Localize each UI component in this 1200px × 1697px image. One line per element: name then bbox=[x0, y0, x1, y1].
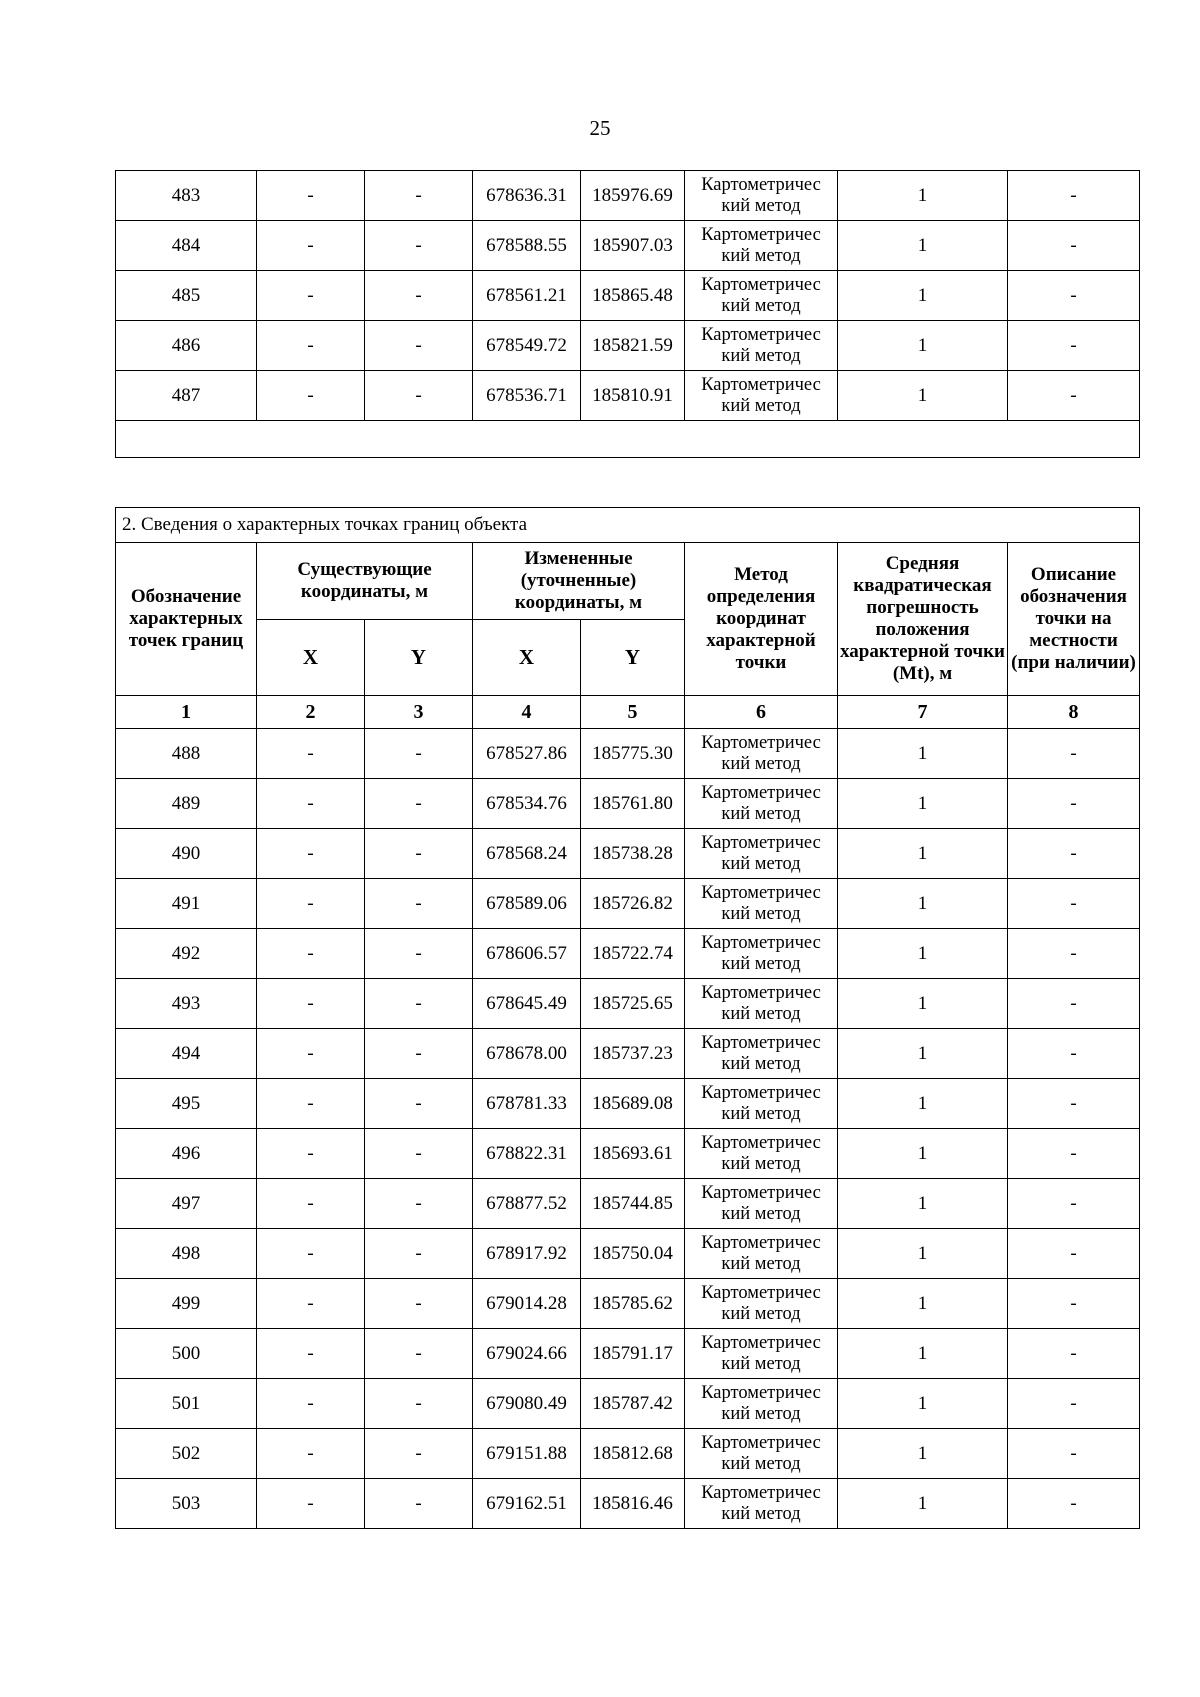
accuracy-cell: 1 bbox=[838, 1179, 1008, 1229]
changed-x-cell: 678877.52 bbox=[473, 1179, 581, 1229]
accuracy-cell: 1 bbox=[838, 1079, 1008, 1129]
changed-y-cell: 185775.30 bbox=[581, 729, 685, 779]
method-line-2: кий метод bbox=[721, 1203, 801, 1224]
changed-y-cell: 185693.61 bbox=[581, 1129, 685, 1179]
existing-y-cell: - bbox=[365, 779, 473, 829]
accuracy-cell: 1 bbox=[838, 779, 1008, 829]
existing-y-cell: - bbox=[365, 271, 473, 321]
existing-y-cell: - bbox=[365, 929, 473, 979]
existing-x-cell: - bbox=[257, 1179, 365, 1229]
point-cell: 490 bbox=[116, 829, 257, 879]
description-cell: - bbox=[1008, 1329, 1140, 1379]
existing-x-cell: - bbox=[257, 1329, 365, 1379]
method-line-1: Картометричес bbox=[701, 883, 821, 904]
method-line-1: Картометричес bbox=[701, 833, 821, 854]
column-number: 7 bbox=[838, 696, 1008, 729]
accuracy-cell: 1 bbox=[838, 929, 1008, 979]
description-cell: - bbox=[1008, 829, 1140, 879]
table-row bbox=[116, 1329, 1140, 1379]
changed-y-cell: 185821.59 bbox=[581, 321, 685, 371]
changed-x-cell: 679151.88 bbox=[473, 1429, 581, 1479]
header-existing-y: Y bbox=[365, 620, 473, 696]
description-cell: - bbox=[1008, 1129, 1140, 1179]
existing-y-cell: - bbox=[365, 1379, 473, 1429]
changed-y-cell: 185816.46 bbox=[581, 1479, 685, 1529]
column-number: 6 bbox=[685, 696, 838, 729]
method-cell bbox=[685, 221, 838, 271]
method-line-2: кий метод bbox=[721, 1303, 801, 1324]
existing-y-cell: - bbox=[365, 1129, 473, 1179]
method-line-1: Картометричес bbox=[701, 1183, 821, 1204]
existing-y-cell: - bbox=[365, 879, 473, 929]
description-cell: - bbox=[1008, 729, 1140, 779]
method-cell bbox=[685, 1279, 838, 1329]
table-row bbox=[116, 171, 1140, 221]
existing-y-cell: - bbox=[365, 1429, 473, 1479]
existing-x-cell: - bbox=[257, 879, 365, 929]
table-row bbox=[116, 1129, 1140, 1179]
existing-x-cell: - bbox=[257, 979, 365, 1029]
point-cell: 500 bbox=[116, 1329, 257, 1379]
point-cell: 501 bbox=[116, 1379, 257, 1429]
method-line-1: Картометричес bbox=[701, 933, 821, 954]
description-cell: - bbox=[1008, 1079, 1140, 1129]
changed-y-cell: 185761.80 bbox=[581, 779, 685, 829]
changed-x-cell: 678588.55 bbox=[473, 221, 581, 271]
method-cell bbox=[685, 729, 838, 779]
point-cell: 484 bbox=[116, 221, 257, 271]
method-line-1: Картометричес bbox=[701, 983, 821, 1004]
method-cell bbox=[685, 1079, 838, 1129]
existing-x-cell: - bbox=[257, 321, 365, 371]
existing-y-cell: - bbox=[365, 729, 473, 779]
method-cell bbox=[685, 1229, 838, 1279]
method-line-2: кий метод bbox=[721, 1153, 801, 1174]
accuracy-cell: 1 bbox=[838, 1429, 1008, 1479]
method-line-1: Картометричес bbox=[701, 1383, 821, 1404]
existing-y-cell: - bbox=[365, 979, 473, 1029]
existing-y-cell: - bbox=[365, 1179, 473, 1229]
description-cell: - bbox=[1008, 1179, 1140, 1229]
changed-x-cell: 679162.51 bbox=[473, 1479, 581, 1529]
changed-y-cell: 185689.08 bbox=[581, 1079, 685, 1129]
accuracy-cell: 1 bbox=[838, 321, 1008, 371]
existing-y-cell: - bbox=[365, 1029, 473, 1079]
accuracy-cell: 1 bbox=[838, 1129, 1008, 1179]
column-number: 4 bbox=[473, 696, 581, 729]
accuracy-cell: 1 bbox=[838, 171, 1008, 221]
existing-y-cell: - bbox=[365, 1329, 473, 1379]
description-cell: - bbox=[1008, 1379, 1140, 1429]
method-cell bbox=[685, 1329, 838, 1379]
method-line-2: кий метод bbox=[721, 345, 801, 366]
point-cell: 487 bbox=[116, 371, 257, 421]
method-line-1: Картометричес bbox=[701, 733, 821, 754]
method-line-2: кий метод bbox=[721, 1053, 801, 1074]
existing-x-cell: - bbox=[257, 1479, 365, 1529]
table-row bbox=[116, 371, 1140, 421]
method-line-1: Картометричес bbox=[701, 1233, 821, 1254]
changed-x-cell: 678589.06 bbox=[473, 879, 581, 929]
existing-x-cell: - bbox=[257, 271, 365, 321]
description-cell: - bbox=[1008, 221, 1140, 271]
method-cell bbox=[685, 171, 838, 221]
column-number: 8 bbox=[1008, 696, 1140, 729]
method-line-1: Картометричес bbox=[701, 1083, 821, 1104]
accuracy-cell: 1 bbox=[838, 221, 1008, 271]
method-line-2: кий метод bbox=[721, 1403, 801, 1424]
method-cell bbox=[685, 979, 838, 1029]
changed-x-cell: 678645.49 bbox=[473, 979, 581, 1029]
existing-x-cell: - bbox=[257, 1279, 365, 1329]
existing-x-cell: - bbox=[257, 1079, 365, 1129]
description-cell: - bbox=[1008, 1479, 1140, 1529]
method-cell bbox=[685, 1379, 838, 1429]
accuracy-cell: 1 bbox=[838, 879, 1008, 929]
table-row bbox=[116, 1429, 1140, 1479]
description-cell: - bbox=[1008, 321, 1140, 371]
point-cell: 489 bbox=[116, 779, 257, 829]
changed-y-cell: 185812.68 bbox=[581, 1429, 685, 1479]
method-line-2: кий метод bbox=[721, 1353, 801, 1374]
method-line-1: Картометричес bbox=[701, 783, 821, 804]
changed-x-cell: 679014.28 bbox=[473, 1279, 581, 1329]
method-cell bbox=[685, 929, 838, 979]
point-cell: 497 bbox=[116, 1179, 257, 1229]
changed-y-cell: 185744.85 bbox=[581, 1179, 685, 1229]
changed-y-cell: 185907.03 bbox=[581, 221, 685, 271]
header-changed-y: Y bbox=[581, 620, 685, 696]
column-number: 5 bbox=[581, 696, 685, 729]
method-cell bbox=[685, 321, 838, 371]
existing-x-cell: - bbox=[257, 929, 365, 979]
table-row bbox=[116, 1229, 1140, 1279]
table-row bbox=[116, 1479, 1140, 1529]
point-cell: 496 bbox=[116, 1129, 257, 1179]
changed-y-cell: 185787.42 bbox=[581, 1379, 685, 1429]
method-line-1: Картометричес bbox=[701, 225, 821, 246]
method-cell bbox=[685, 779, 838, 829]
existing-x-cell: - bbox=[257, 221, 365, 271]
point-cell: 483 bbox=[116, 171, 257, 221]
changed-x-cell: 679080.49 bbox=[473, 1379, 581, 1429]
changed-y-cell: 185737.23 bbox=[581, 1029, 685, 1079]
changed-x-cell: 678606.57 bbox=[473, 929, 581, 979]
page-number: 25 bbox=[589, 116, 611, 140]
existing-x-cell: - bbox=[257, 1129, 365, 1179]
method-cell bbox=[685, 1179, 838, 1229]
changed-x-cell: 678636.31 bbox=[473, 171, 581, 221]
method-line-1: Картометричес bbox=[701, 1433, 821, 1454]
point-cell: 502 bbox=[116, 1429, 257, 1479]
changed-y-cell: 185865.48 bbox=[581, 271, 685, 321]
existing-y-cell: - bbox=[365, 1079, 473, 1129]
method-line-2: кий метод bbox=[721, 1103, 801, 1124]
existing-y-cell: - bbox=[365, 829, 473, 879]
table-row bbox=[116, 1379, 1140, 1429]
changed-x-cell: 678822.31 bbox=[473, 1129, 581, 1179]
method-line-2: кий метод bbox=[721, 1253, 801, 1274]
existing-x-cell: - bbox=[257, 829, 365, 879]
method-line-1: Картометричес bbox=[701, 175, 821, 196]
description-cell: - bbox=[1008, 1429, 1140, 1479]
changed-y-cell: 185785.62 bbox=[581, 1279, 685, 1329]
existing-y-cell: - bbox=[365, 1479, 473, 1529]
description-cell: - bbox=[1008, 371, 1140, 421]
changed-y-cell: 185750.04 bbox=[581, 1229, 685, 1279]
header-accuracy: Средняя квадратическая погрешность положения характерной точки (Mt), м bbox=[838, 543, 1008, 696]
table-row bbox=[116, 1279, 1140, 1329]
changed-y-cell: 185725.65 bbox=[581, 979, 685, 1029]
method-line-2: кий метод bbox=[721, 803, 801, 824]
existing-x-cell: - bbox=[257, 371, 365, 421]
changed-x-cell: 678781.33 bbox=[473, 1079, 581, 1129]
changed-x-cell: 678678.00 bbox=[473, 1029, 581, 1079]
method-line-2: кий метод bbox=[721, 295, 801, 316]
header-method: Метод определения координат характерной точки bbox=[685, 543, 838, 696]
method-line-2: кий метод bbox=[721, 395, 801, 416]
changed-x-cell: 678549.72 bbox=[473, 321, 581, 371]
method-line-1: Картометричес bbox=[701, 1133, 821, 1154]
header-changed-coords: Измененные (уточненные) координаты, м bbox=[473, 543, 685, 620]
changed-y-cell: 185726.82 bbox=[581, 879, 685, 929]
accuracy-cell: 1 bbox=[838, 1229, 1008, 1279]
table-row bbox=[116, 879, 1140, 929]
point-cell: 486 bbox=[116, 321, 257, 371]
table-row bbox=[116, 829, 1140, 879]
method-cell bbox=[685, 1029, 838, 1079]
header-description: Описание обозначения точки на местности (при наличии) bbox=[1008, 543, 1140, 696]
header-existing-coords: Существующие координаты, м bbox=[257, 543, 473, 620]
accuracy-cell: 1 bbox=[838, 979, 1008, 1029]
existing-y-cell: - bbox=[365, 171, 473, 221]
changed-y-cell: 185976.69 bbox=[581, 171, 685, 221]
method-line-2: кий метод bbox=[721, 245, 801, 266]
method-cell bbox=[685, 879, 838, 929]
point-cell: 491 bbox=[116, 879, 257, 929]
accuracy-cell: 1 bbox=[838, 1029, 1008, 1079]
point-cell: 503 bbox=[116, 1479, 257, 1529]
method-line-2: кий метод bbox=[721, 195, 801, 216]
table-row bbox=[116, 729, 1140, 779]
changed-x-cell: 678561.21 bbox=[473, 271, 581, 321]
description-cell: - bbox=[1008, 979, 1140, 1029]
point-cell: 494 bbox=[116, 1029, 257, 1079]
changed-x-cell: 679024.66 bbox=[473, 1329, 581, 1379]
method-line-2: кий метод bbox=[721, 753, 801, 774]
table-row bbox=[116, 271, 1140, 321]
description-cell: - bbox=[1008, 1229, 1140, 1279]
description-cell: - bbox=[1008, 1029, 1140, 1079]
method-line-1: Картометричес bbox=[701, 1483, 821, 1504]
section-title: 2. Сведения о характерных точках границ объекта bbox=[116, 508, 1140, 543]
existing-x-cell: - bbox=[257, 1429, 365, 1479]
existing-x-cell: - bbox=[257, 779, 365, 829]
accuracy-cell: 1 bbox=[838, 1379, 1008, 1429]
existing-y-cell: - bbox=[365, 1229, 473, 1279]
point-cell: 495 bbox=[116, 1079, 257, 1129]
changed-x-cell: 678568.24 bbox=[473, 829, 581, 879]
changed-x-cell: 678527.86 bbox=[473, 729, 581, 779]
changed-y-cell: 185738.28 bbox=[581, 829, 685, 879]
method-line-2: кий метод bbox=[721, 1503, 801, 1524]
description-cell: - bbox=[1008, 1279, 1140, 1329]
existing-y-cell: - bbox=[365, 321, 473, 371]
section-title-row bbox=[116, 508, 1140, 543]
table-row bbox=[116, 929, 1140, 979]
method-line-2: кий метод bbox=[721, 1003, 801, 1024]
accuracy-cell: 1 bbox=[838, 271, 1008, 321]
column-number: 3 bbox=[365, 696, 473, 729]
accuracy-cell: 1 bbox=[838, 829, 1008, 879]
method-line-1: Картометричес bbox=[701, 1033, 821, 1054]
changed-x-cell: 678917.92 bbox=[473, 1229, 581, 1279]
existing-x-cell: - bbox=[257, 1229, 365, 1279]
method-cell bbox=[685, 271, 838, 321]
existing-x-cell: - bbox=[257, 1379, 365, 1429]
point-cell: 493 bbox=[116, 979, 257, 1029]
changed-y-cell: 185810.91 bbox=[581, 371, 685, 421]
description-cell: - bbox=[1008, 271, 1140, 321]
method-line-2: кий метод bbox=[721, 903, 801, 924]
empty-row bbox=[116, 421, 1140, 458]
accuracy-cell: 1 bbox=[838, 729, 1008, 779]
existing-y-cell: - bbox=[365, 221, 473, 271]
table-row bbox=[116, 779, 1140, 829]
method-cell bbox=[685, 829, 838, 879]
table-row bbox=[116, 1179, 1140, 1229]
table-row bbox=[116, 1029, 1140, 1079]
description-cell: - bbox=[1008, 929, 1140, 979]
description-cell: - bbox=[1008, 779, 1140, 829]
changed-x-cell: 678536.71 bbox=[473, 371, 581, 421]
existing-x-cell: - bbox=[257, 729, 365, 779]
point-cell: 485 bbox=[116, 271, 257, 321]
existing-y-cell: - bbox=[365, 371, 473, 421]
method-line-1: Картометричес bbox=[701, 275, 821, 296]
accuracy-cell: 1 bbox=[838, 371, 1008, 421]
point-cell: 499 bbox=[116, 1279, 257, 1329]
column-number: 2 bbox=[257, 696, 365, 729]
method-cell bbox=[685, 1429, 838, 1479]
changed-y-cell: 185791.17 bbox=[581, 1329, 685, 1379]
accuracy-cell: 1 bbox=[838, 1479, 1008, 1529]
table-row bbox=[116, 1079, 1140, 1129]
existing-x-cell: - bbox=[257, 171, 365, 221]
header-changed-x: X bbox=[473, 620, 581, 696]
header-point-designation: Обозначение характерных точек границ bbox=[116, 543, 257, 696]
description-cell: - bbox=[1008, 879, 1140, 929]
point-cell: 488 bbox=[116, 729, 257, 779]
points-table-continued bbox=[115, 170, 1140, 458]
changed-x-cell: 678534.76 bbox=[473, 779, 581, 829]
method-line-2: кий метод bbox=[721, 953, 801, 974]
header-row bbox=[116, 543, 1140, 620]
empty-cell bbox=[116, 421, 1140, 458]
table-row bbox=[116, 221, 1140, 271]
method-line-2: кий метод bbox=[721, 1453, 801, 1474]
accuracy-cell: 1 bbox=[838, 1279, 1008, 1329]
existing-x-cell: - bbox=[257, 1029, 365, 1079]
method-line-2: кий метод bbox=[721, 853, 801, 874]
changed-y-cell: 185722.74 bbox=[581, 929, 685, 979]
point-cell: 498 bbox=[116, 1229, 257, 1279]
header-existing-x: X bbox=[257, 620, 365, 696]
method-line-1: Картометричес bbox=[701, 325, 821, 346]
column-number: 1 bbox=[116, 696, 257, 729]
method-cell bbox=[685, 1129, 838, 1179]
method-line-1: Картометричес bbox=[701, 1333, 821, 1354]
description-cell: - bbox=[1008, 171, 1140, 221]
method-line-1: Картометричес bbox=[701, 375, 821, 396]
existing-y-cell: - bbox=[365, 1279, 473, 1329]
accuracy-cell: 1 bbox=[838, 1329, 1008, 1379]
column-numbers-row bbox=[116, 696, 1140, 729]
method-cell bbox=[685, 1479, 838, 1529]
point-cell: 492 bbox=[116, 929, 257, 979]
method-cell bbox=[685, 371, 838, 421]
method-line-1: Картометричес bbox=[701, 1283, 821, 1304]
table-row bbox=[116, 321, 1140, 371]
table-row bbox=[116, 979, 1140, 1029]
boundary-points-table bbox=[115, 507, 1140, 1529]
